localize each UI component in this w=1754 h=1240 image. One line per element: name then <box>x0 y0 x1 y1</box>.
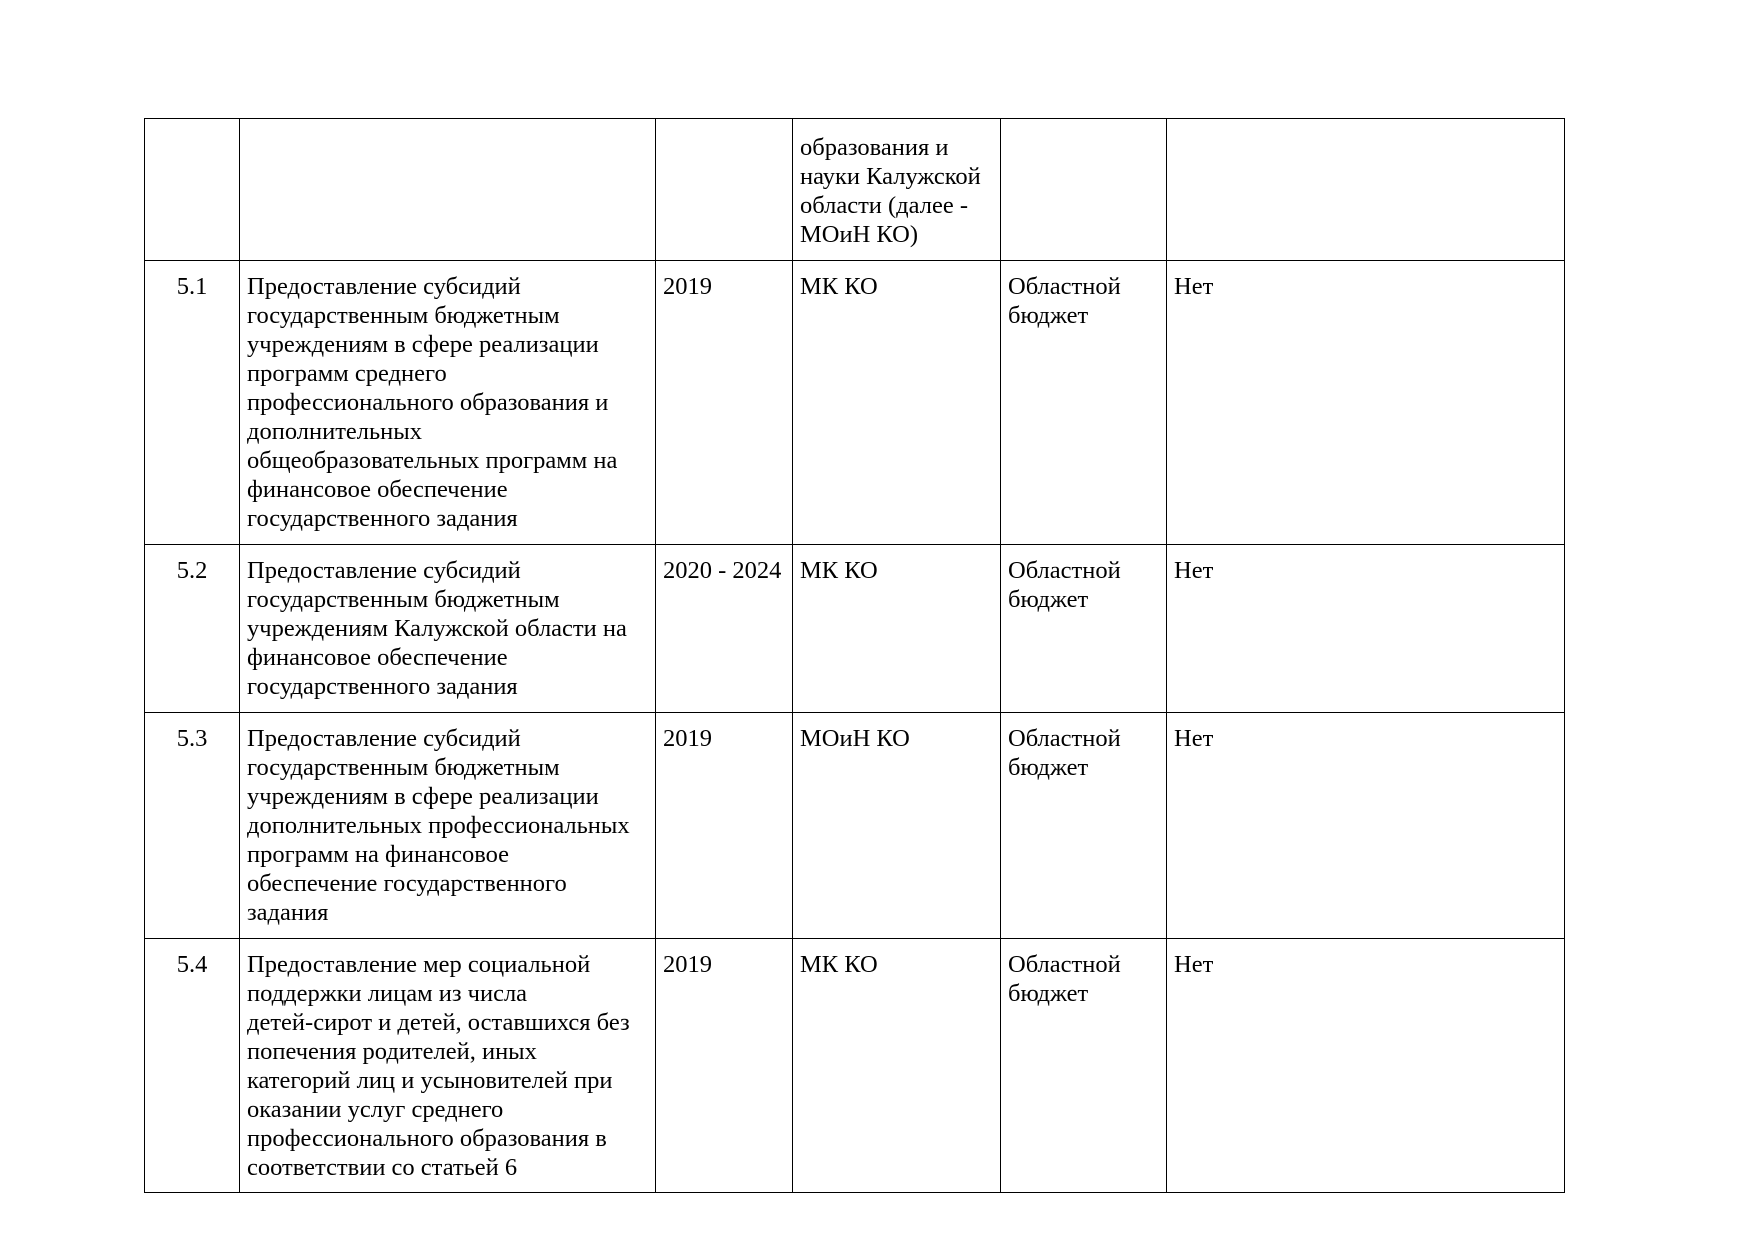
cell-notes: Нет <box>1167 939 1565 1193</box>
cell-number <box>145 119 240 261</box>
cell-number: 5.2 <box>145 545 240 713</box>
cell-funding-source: Областной бюджет <box>1001 261 1167 545</box>
table-row <box>145 261 1565 545</box>
cell-description: Предоставление мер социальной поддержки лицам из числа детей-сирот и детей, оставшихся без попечения родителей, иных категорий лиц и усыновителей при оказании услуг среднего профессионального образования в соответствии со статьей 6 <box>240 939 656 1193</box>
cell-period: 2020 - 2024 <box>656 545 793 713</box>
cell-executor: МК КО <box>793 545 1001 713</box>
cell-number: 5.3 <box>145 713 240 939</box>
table-row-continuation <box>145 119 1565 261</box>
cell-period: 2019 <box>656 939 793 1193</box>
cell-description: Предоставление субсидий государственным бюджетным учреждениям Калужской области на финансовое обеспечение государственного задания <box>240 545 656 713</box>
table-row <box>145 939 1565 1193</box>
cell-period: 2019 <box>656 713 793 939</box>
cell-notes: Нет <box>1167 713 1565 939</box>
cell-period <box>656 119 793 261</box>
cell-funding-source: Областной бюджет <box>1001 939 1167 1193</box>
cell-notes: Нет <box>1167 545 1565 713</box>
cell-executor: МК КО <box>793 261 1001 545</box>
cell-executor: МОиН КО <box>793 713 1001 939</box>
cell-description <box>240 119 656 261</box>
cell-description: Предоставление субсидий государственным бюджетным учреждениям в сфере реализации программ среднего профессионального образования и дополнительных общеобразовательных программ на финансовое обеспечение государственного задания <box>240 261 656 545</box>
table-row <box>145 713 1565 939</box>
cell-period: 2019 <box>656 261 793 545</box>
cell-notes: Нет <box>1167 261 1565 545</box>
cell-notes <box>1167 119 1565 261</box>
cell-funding-source: Областной бюджет <box>1001 713 1167 939</box>
cell-executor: образования и науки Калужской области (далее - МОиН КО) <box>793 119 1001 261</box>
cell-number: 5.1 <box>145 261 240 545</box>
cell-funding-source: Областной бюджет <box>1001 545 1167 713</box>
table-row <box>145 545 1565 713</box>
cell-number: 5.4 <box>145 939 240 1193</box>
cell-executor: МК КО <box>793 939 1001 1193</box>
measures-table <box>144 118 1565 1193</box>
cell-funding-source <box>1001 119 1167 261</box>
cell-description: Предоставление субсидий государственным бюджетным учреждениям в сфере реализации дополнительных профессиональных программ на финансовое обеспечение государственного задания <box>240 713 656 939</box>
